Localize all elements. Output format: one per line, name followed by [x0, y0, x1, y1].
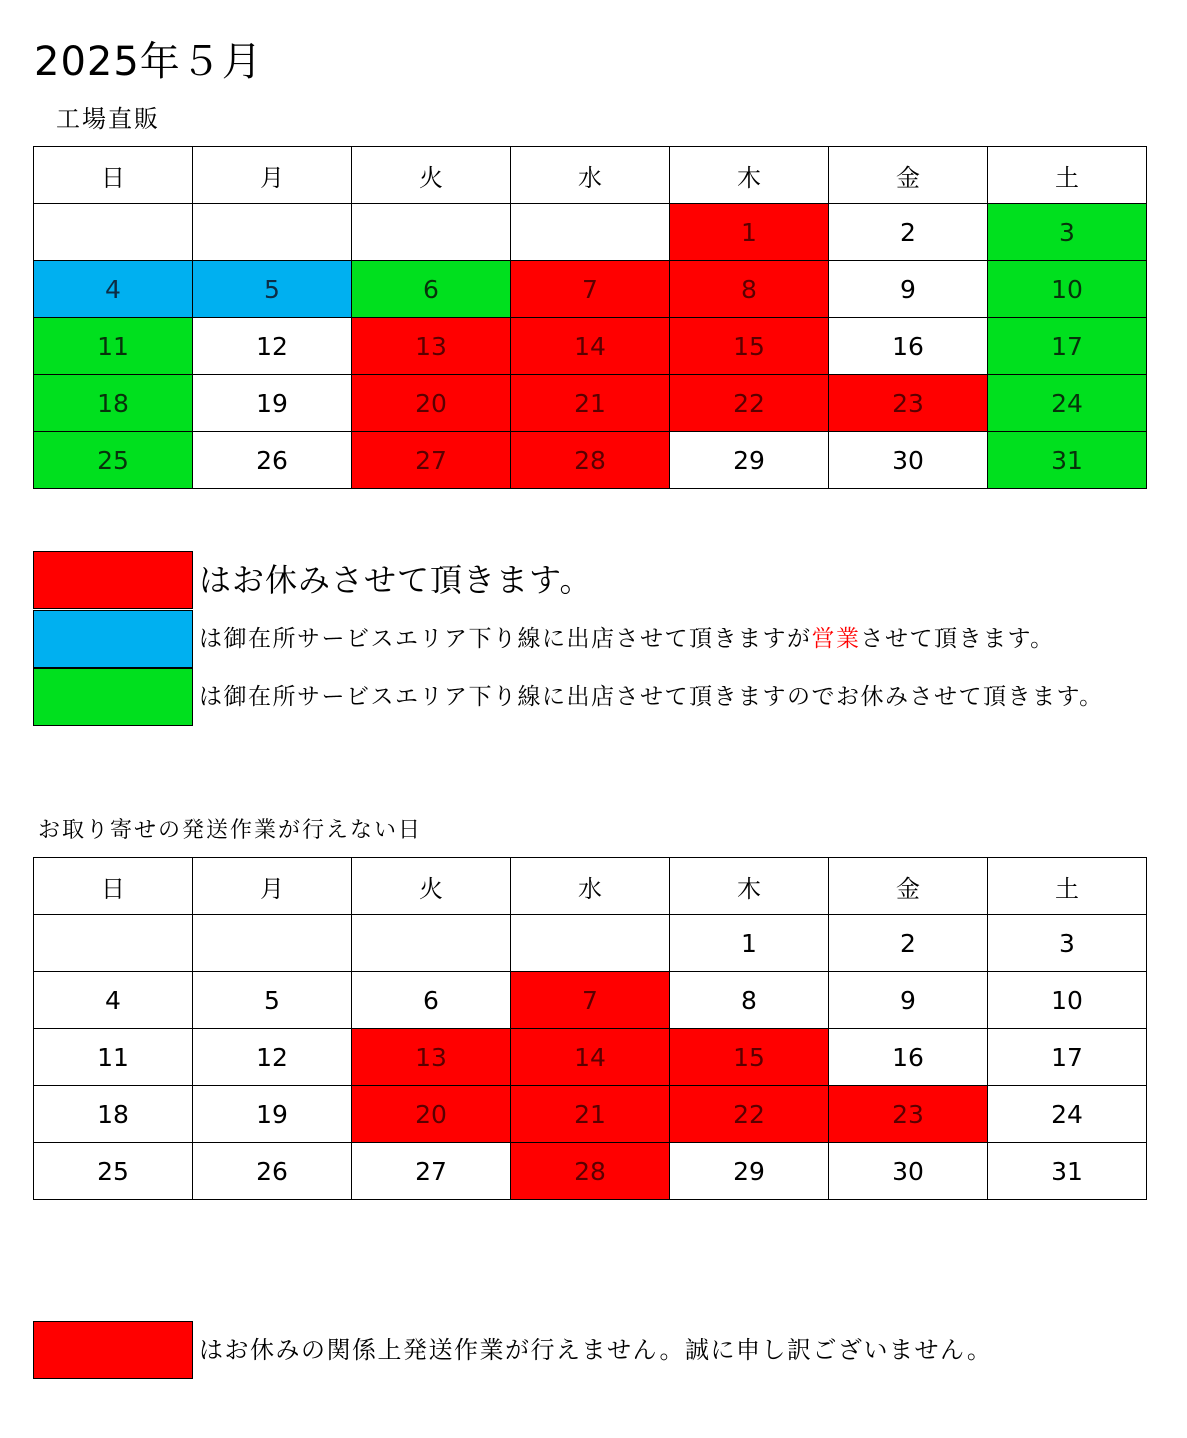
- calendar-week-row: [34, 972, 1147, 1029]
- day-cell: 14: [511, 318, 670, 375]
- day-cell: 18: [34, 375, 193, 432]
- calendar-week-row: [34, 432, 1147, 489]
- empty-day-cell: [193, 204, 352, 261]
- legend-service-area-closed: [33, 668, 1183, 726]
- legend-text-service-area-open: [199, 610, 1055, 668]
- empty-day-cell: [34, 204, 193, 261]
- day-cell: 31: [988, 432, 1147, 489]
- section-title-shipping: お取り寄せの発送作業が行えない日: [38, 818, 423, 843]
- calendar-week-row: [34, 318, 1147, 375]
- weekday-sun: 日: [34, 858, 193, 915]
- day-cell: 1: [670, 915, 829, 972]
- day-cell: 20: [352, 375, 511, 432]
- day-cell: 5: [193, 261, 352, 318]
- day-cell: 23: [829, 1086, 988, 1143]
- day-cell: 6: [352, 261, 511, 318]
- day-cell: 27: [352, 432, 511, 489]
- day-cell: 12: [193, 1029, 352, 1086]
- day-cell: 29: [670, 1143, 829, 1200]
- day-cell: 22: [670, 375, 829, 432]
- day-cell: 29: [670, 432, 829, 489]
- day-cell: 17: [988, 1029, 1147, 1086]
- legend-swatch-blue: [33, 610, 193, 668]
- legend-text-part: は御在所サービスエリア下り線に出店させて頂きますが: [199, 626, 812, 652]
- weekday-wed: 水: [511, 858, 670, 915]
- weekday-thu: 木: [670, 147, 829, 204]
- day-cell: 21: [511, 375, 670, 432]
- day-cell: 7: [511, 261, 670, 318]
- day-cell: 11: [34, 318, 193, 375]
- day-cell: 3: [988, 915, 1147, 972]
- day-cell: 20: [352, 1086, 511, 1143]
- calendar-week-row: [34, 204, 1147, 261]
- day-cell: 3: [988, 204, 1147, 261]
- empty-day-cell: [193, 915, 352, 972]
- weekday-mon: 月: [193, 858, 352, 915]
- calendar-week-row: [34, 261, 1147, 318]
- weekday-fri: 金: [829, 147, 988, 204]
- weekday-thu: 木: [670, 858, 829, 915]
- day-cell: 9: [829, 261, 988, 318]
- day-cell: 1: [670, 204, 829, 261]
- day-cell: 13: [352, 318, 511, 375]
- calendar-week-row: [34, 1143, 1147, 1200]
- weekday-sat: 土: [988, 147, 1147, 204]
- day-cell: 28: [511, 1143, 670, 1200]
- day-cell: 4: [34, 261, 193, 318]
- weekday-tue: 火: [352, 858, 511, 915]
- day-cell: 25: [34, 432, 193, 489]
- legend-swatch-red: [33, 1321, 193, 1379]
- page-title: 2025年５月: [34, 39, 263, 85]
- weekday-header-row: [34, 147, 1147, 204]
- day-cell: 7: [511, 972, 670, 1029]
- calendar-week-row: [34, 375, 1147, 432]
- day-cell: 30: [829, 1143, 988, 1200]
- day-cell: 5: [193, 972, 352, 1029]
- section-title-factory-sales: 工場直販: [56, 105, 160, 133]
- weekday-mon: 月: [193, 147, 352, 204]
- day-cell: 2: [829, 915, 988, 972]
- day-cell: 24: [988, 375, 1147, 432]
- day-cell: 8: [670, 972, 829, 1029]
- day-cell: 12: [193, 318, 352, 375]
- legend-text-closed: はお休みさせて頂きます。: [199, 561, 593, 599]
- day-cell: 21: [511, 1086, 670, 1143]
- day-cell: 4: [34, 972, 193, 1029]
- empty-day-cell: [511, 915, 670, 972]
- day-cell: 9: [829, 972, 988, 1029]
- empty-day-cell: [352, 915, 511, 972]
- day-cell: 24: [988, 1086, 1147, 1143]
- empty-day-cell: [511, 204, 670, 261]
- weekday-sun: 日: [34, 147, 193, 204]
- day-cell: 14: [511, 1029, 670, 1086]
- day-cell: 10: [988, 972, 1147, 1029]
- calendar-week-row: [34, 915, 1147, 972]
- day-cell: 28: [511, 432, 670, 489]
- legend-no-shipping: [33, 1321, 1183, 1379]
- day-cell: 16: [829, 1029, 988, 1086]
- day-cell: 30: [829, 432, 988, 489]
- legend-swatch-green: [33, 668, 193, 726]
- day-cell: 19: [193, 375, 352, 432]
- calendar-shipping: [33, 857, 1147, 1200]
- day-cell: 10: [988, 261, 1147, 318]
- legend-text-part: させて頂きます。: [860, 626, 1055, 652]
- day-cell: 11: [34, 1029, 193, 1086]
- legend-service-area-open: [33, 610, 1183, 668]
- day-cell: 27: [352, 1143, 511, 1200]
- weekday-header-row: [34, 858, 1147, 915]
- day-cell: 13: [352, 1029, 511, 1086]
- day-cell: 18: [34, 1086, 193, 1143]
- day-cell: 8: [670, 261, 829, 318]
- legend-text-service-area-closed: は御在所サービスエリア下り線に出店させて頂きますのでお休みさせて頂きます。: [199, 684, 1104, 710]
- day-cell: 22: [670, 1086, 829, 1143]
- weekday-sat: 土: [988, 858, 1147, 915]
- day-cell: 6: [352, 972, 511, 1029]
- day-cell: 17: [988, 318, 1147, 375]
- empty-day-cell: [34, 915, 193, 972]
- weekday-tue: 火: [352, 147, 511, 204]
- legend-swatch-red: [33, 551, 193, 609]
- day-cell: 19: [193, 1086, 352, 1143]
- day-cell: 16: [829, 318, 988, 375]
- calendar-factory-sales: [33, 146, 1147, 489]
- day-cell: 26: [193, 432, 352, 489]
- empty-day-cell: [352, 204, 511, 261]
- legend-closed: [33, 551, 1183, 609]
- day-cell: 31: [988, 1143, 1147, 1200]
- calendar-week-row: [34, 1086, 1147, 1143]
- weekday-fri: 金: [829, 858, 988, 915]
- weekday-wed: 水: [511, 147, 670, 204]
- legend-text-highlight: 営業: [811, 626, 861, 652]
- legend-text-no-shipping: はお休みの関係上発送作業が行えません。誠に申し訳ございません。: [199, 1336, 993, 1364]
- calendar-week-row: [34, 1029, 1147, 1086]
- day-cell: 25: [34, 1143, 193, 1200]
- day-cell: 15: [670, 318, 829, 375]
- day-cell: 15: [670, 1029, 829, 1086]
- day-cell: 2: [829, 204, 988, 261]
- day-cell: 26: [193, 1143, 352, 1200]
- day-cell: 23: [829, 375, 988, 432]
